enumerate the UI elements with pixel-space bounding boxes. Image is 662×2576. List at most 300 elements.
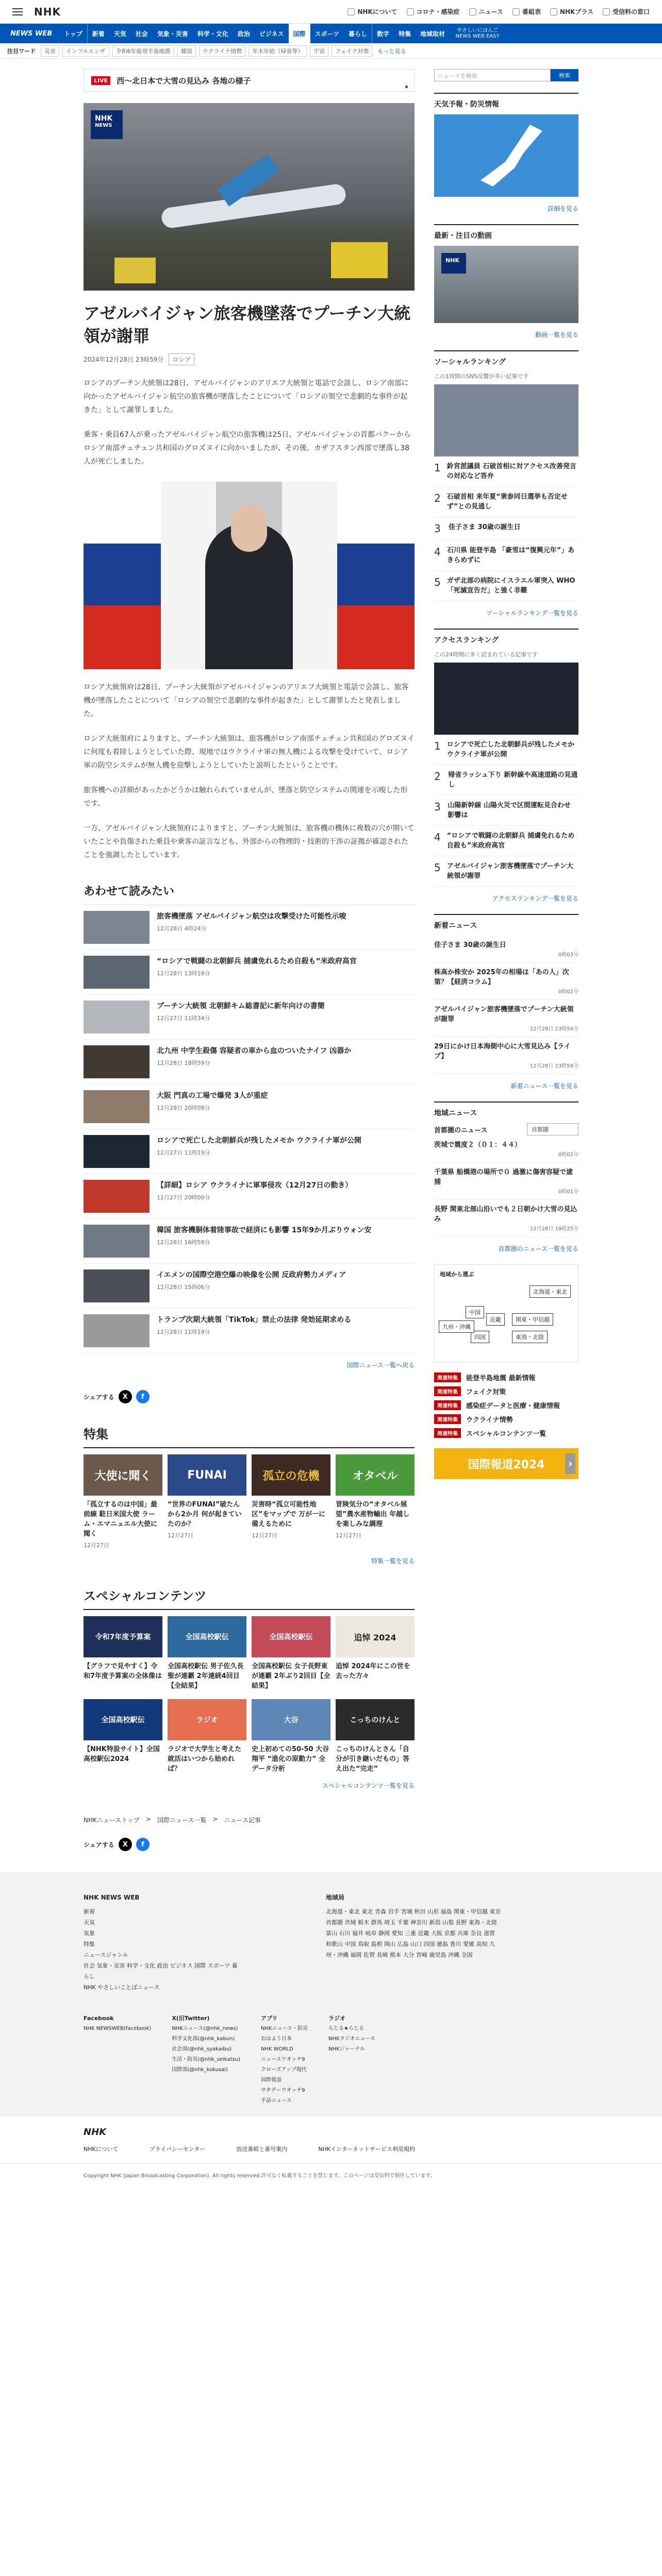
footer-link[interactable]: 国際報道: [260, 2077, 282, 2083]
news-title: アゼルバイジャン旅客機墜落でプーチン大統領が謝罪: [434, 1006, 574, 1023]
local-news-box: [434, 1101, 578, 1253]
copyright: Copyright NHK (Japan Broadcasting Corporation). All rights reserved.許可なく転載することを禁じます。このページは受信料で制作しています。: [0, 2163, 662, 2186]
live-banner[interactable]: [84, 69, 415, 92]
feature-link-label: スペシャルコンテンツ一覧: [466, 1430, 547, 1438]
news-time: 12月28日 19時25分: [529, 1226, 578, 1232]
special-title: ラジオで大学生と考えた 就活はいつから始めれば？: [168, 1745, 242, 1773]
rescue-vehicle: [331, 242, 388, 278]
related-date: 12月28日 20時08分: [157, 1105, 210, 1111]
nav-sports[interactable]: スポーツ: [315, 30, 340, 38]
page-content: [0, 69, 662, 1851]
special-title: こっちのけんとさん「自分が引き継いだもの」答え出た“完走”: [336, 1745, 410, 1773]
ranking-title: ロシアで死亡した北朝鮮兵が残したメモか ウクライナ軍が公開: [446, 741, 575, 758]
news-item[interactable]: [434, 936, 578, 963]
breadcrumb-item[interactable]: NHKニューストップ: [84, 1817, 140, 1824]
related-date: 12月28日 11時19分: [157, 1329, 210, 1335]
special-image: ラジオ: [168, 1699, 246, 1740]
special-title: 全国高校駅伝 女子長野東が連覇 2年ぶり2回目【全結果】: [252, 1663, 330, 1690]
ranking-title: 山陽新幹線 山陽火災で区間運転見合わせ 影響は: [448, 802, 571, 819]
news-title: 29日にかけ日本海側中心に大雪見込み【ライブ】: [434, 1043, 571, 1060]
feature-link[interactable]: [434, 1428, 578, 1438]
news-web-logo[interactable]: NEWS WEB: [10, 29, 53, 38]
tv-icon: [512, 8, 520, 15]
feature-card[interactable]: [252, 1454, 330, 1549]
region-button[interactable]: 九州・沖縄: [439, 1320, 474, 1333]
feature-badge: 関連特集: [434, 1414, 461, 1424]
video-thumbnail[interactable]: [434, 246, 578, 323]
feature-title: 冒険気分の“オタベル展望”農水産物輸出 年越しを楽しみな調理: [336, 1501, 410, 1528]
feature-link[interactable]: [434, 1400, 578, 1410]
breadcrumb-item: ニュース記事: [224, 1817, 261, 1824]
region-button[interactable]: 四国: [471, 1331, 489, 1343]
related-title: 旅客機墜落 アゼルバイジャン航空は攻撃受けた可能性示唆: [157, 912, 346, 921]
footer-region-heading: 地域局: [326, 1894, 345, 1901]
special-image: 追悼 2024: [336, 1616, 415, 1657]
nav-new[interactable]: 新着: [87, 24, 109, 43]
footer-link[interactable]: 国際部(@nhk_kokusai): [172, 2067, 228, 2073]
menu-icon[interactable]: [12, 8, 23, 15]
footer-link[interactable]: おはよう日本: [260, 2036, 292, 2042]
special-image: 令和7年度予算案: [84, 1616, 162, 1657]
rank-number: 1: [434, 740, 441, 752]
footer-link[interactable]: NHKニュース・防災: [260, 2026, 308, 2031]
footer-group-heading: ラジオ: [328, 2015, 346, 2022]
special-heading: スペシャルコンテンツ: [84, 1586, 415, 1610]
feature-date: 12月27日: [336, 1532, 361, 1539]
related-thumbnail: [84, 1045, 150, 1078]
footer-logo[interactable]: NHK NEWS WEB: [84, 1894, 140, 1901]
footer-link[interactable]: サタデーウオッチ9: [260, 2088, 305, 2093]
news-item[interactable]: [434, 1000, 578, 1037]
footer-region-col: [326, 1892, 501, 1993]
top-link-fee[interactable]: 受信料の窓口: [603, 7, 650, 16]
ranking-title: 佳子さま 30歳の誕生日: [449, 523, 521, 531]
related-title: イエメンの国際空港空爆の映像を公開 反政府勢力メディア: [157, 1271, 346, 1279]
play-icon: [550, 8, 557, 15]
local-news-more-link[interactable]: 首都圏のニュース一覧を見る: [498, 1245, 578, 1252]
news-title: 株高か株安か 2025年の相場は「あの人」次第？【経済コラム】: [434, 969, 569, 986]
footer-link[interactable]: 社会 気象・災害 科学・文化 政治 ビジネス 国際 スポーツ 暮らし: [84, 1962, 238, 1980]
article-putin-photo: [84, 482, 415, 669]
feature-card[interactable]: [168, 1454, 246, 1549]
access-ranking-sub: この24時間に多く読まれている記事です: [434, 651, 538, 658]
news-time: 0時01分: [558, 1189, 578, 1195]
footer-link[interactable]: NHK NEWSWEB(facebook): [84, 2026, 152, 2031]
special-card[interactable]: [168, 1699, 246, 1774]
social-ranking-sub: この1時間のSNS反響が多い記事です: [434, 373, 529, 380]
news-item[interactable]: [434, 1200, 578, 1237]
feature-badge: 関連特集: [434, 1400, 461, 1410]
nhk-logo[interactable]: NHK: [34, 5, 61, 18]
related-date: 12月28日 16時59分: [157, 1239, 210, 1246]
footer-bottom-link[interactable]: NHKインターネットサービス利用規約: [318, 2146, 416, 2153]
top-link-schedule[interactable]: 番組表: [512, 7, 541, 16]
news-item[interactable]: [434, 1136, 578, 1163]
related-date: 12月28日 18時59分: [157, 1060, 210, 1066]
nav-numbers[interactable]: 数字: [372, 24, 394, 43]
feature-link-label: 能登半島地震 最新情報: [466, 1375, 536, 1382]
feature-badge: 関連特集: [434, 1428, 461, 1438]
article-paragraph: ロシアのプーチン大統領は28日、アゼルバイジャンのアリエフ大統領と電話で会談し、ロシア南部に向かったアゼルバイジャン航空の旅客機が墜落したことについて「ロシアの領空で悲劇的な事件が起きた」として謝罪しました。: [84, 379, 409, 414]
feature-link[interactable]: [434, 1386, 578, 1396]
news-time: 0時03分: [558, 952, 578, 958]
region-button[interactable]: 東海・北陸: [512, 1331, 548, 1343]
related-item[interactable]: [84, 1174, 415, 1219]
related-date: 12月27日 11時19分: [157, 1149, 210, 1156]
nhk-news-watermark: NHK NEWS: [91, 110, 123, 139]
nav-easy[interactable]: やさしいにほんご NEWS WEB EASY: [455, 28, 500, 39]
special-card[interactable]: [84, 1699, 162, 1774]
feature-image: 大使に聞く: [84, 1454, 162, 1496]
trend-tag[interactable]: インフルエンザ: [62, 45, 109, 57]
special-image: こっちのけんと: [336, 1699, 415, 1740]
rank-number: 5: [434, 861, 441, 874]
new-news-heading: 新着ニュース: [434, 922, 477, 930]
trend-tag[interactable]: ウクライナ情勢: [199, 45, 246, 57]
footer-link[interactable]: 手話ニュース: [260, 2098, 292, 2104]
footer-link[interactable]: 生活・防災(@nhk_seikatsu): [172, 2057, 240, 2062]
speaker-face: [231, 505, 267, 552]
feature-card[interactable]: [336, 1454, 415, 1549]
access-ranking-more-link[interactable]: アクセスランキング一覧を見る: [492, 895, 578, 902]
nav-local[interactable]: 地域取材: [420, 30, 445, 38]
related-item[interactable]: [84, 1309, 415, 1353]
article-paragraph: ロシア大統領府は28日、プーチン大統領がアゼルバイジャンのアリエフ大統領と電話で会談し、旅客機が墜落したことについて「ロシアの領空で悲劇的な事件が起きた」として謝罪したと発表しました。: [84, 683, 409, 718]
rank-number: 3: [434, 522, 441, 535]
feature-link-label: フェイク対策: [466, 1388, 506, 1396]
footer-group: [172, 2013, 240, 2106]
feature-title: 災害時“孤立可能性地区”をマップで 万が一に備えるために: [252, 1501, 325, 1528]
feature-badge: 関連特集: [434, 1386, 461, 1396]
breadcrumb: [84, 1816, 415, 1824]
related-title: 北九州 中学生殺傷 容疑者の車から血のついたナイフ 凶器か: [157, 1047, 352, 1055]
new-news-box: [434, 914, 578, 1090]
footer-link[interactable]: NHK やさしいことばニュース: [84, 1984, 160, 1991]
feature-image: オタベル: [336, 1454, 415, 1496]
footer-link[interactable]: ニュースウオッチ9: [260, 2057, 305, 2062]
features-section: [84, 1424, 415, 1565]
share-label: シェアする: [84, 1841, 114, 1849]
related-item[interactable]: [84, 1219, 415, 1264]
social-ranking-more-link[interactable]: ソーシャルランキング一覧を見る: [486, 609, 578, 617]
trend-more-link[interactable]: もっと見る: [377, 47, 406, 55]
special-title: 【グラフで見やすく】令和7年度予算案の全体像は: [84, 1663, 162, 1680]
special-image: 全国高校駅伝: [252, 1616, 330, 1657]
weather-more-link[interactable]: 詳細を見る: [547, 205, 578, 212]
region-button[interactable]: 中国: [466, 1306, 484, 1318]
nav-science[interactable]: 科学・文化: [197, 30, 228, 38]
news-time: 0時02分: [558, 1152, 578, 1158]
trend-words: [0, 43, 662, 59]
related-heading: あわせて読みたい: [84, 885, 175, 898]
japan-map-shape: [481, 125, 542, 187]
news-item[interactable]: [434, 963, 578, 1000]
article-category-tag[interactable]: ロシア: [169, 353, 194, 365]
feature-link[interactable]: [434, 1372, 578, 1382]
live-dot-icon: [405, 86, 408, 88]
special-title: 【NHK特設サイト】全国高校駅伝2024: [84, 1745, 160, 1763]
local-news-header-row: [434, 1123, 578, 1136]
related-item[interactable]: [84, 905, 415, 950]
video-box: [434, 224, 578, 339]
article-body: [84, 377, 415, 862]
news-time: 0時02分: [558, 989, 578, 995]
info-icon: [347, 8, 355, 15]
region-map-heading: 地域から選ぶ: [440, 1271, 474, 1278]
ranking-item[interactable]: [434, 795, 578, 826]
main-column: [84, 69, 415, 1851]
article-meta: [84, 353, 415, 365]
features-more-link[interactable]: 特集一覧を見る: [371, 1557, 415, 1565]
ranking-item[interactable]: [434, 487, 578, 517]
yen-icon: [603, 8, 610, 15]
live-badge: LIVE: [91, 76, 110, 85]
top-link-news[interactable]: ニュース: [469, 7, 503, 16]
footer-group-heading: X(旧Twitter): [172, 2015, 210, 2022]
footer-group-heading: アプリ: [260, 2015, 278, 2022]
top-link-about[interactable]: NHKについて: [347, 7, 397, 16]
footer-region-links[interactable]: 北海道・東北 東北 青森 岩手 宮城 秋田 山形 福島 関東・甲信越 東京 首都圏 茨城 栃木 群馬 埼玉 千葉 神奈川 新潟 山梨 長野 東海・北陸 富山 石川 福井 岐阜 静岡 愛知 三重 近畿 大阪 京都 兵庫 奈良 滋賀 和歌山 中国 鳥取 島根 岡山 広島 山口 四国 徳島 香川 愛媛 高知 九州・沖縄 福岡 佐賀 長崎 熊本 大分 宮崎 鹿児島 沖縄 全国: [326, 1908, 501, 1958]
feature-link-label: ウクライナ情勢: [466, 1416, 513, 1424]
trend-tag[interactable]: 宇宙: [310, 45, 328, 57]
trend-tag[interactable]: 韓国: [177, 45, 196, 57]
ranking-item[interactable]: [434, 856, 578, 887]
rank-number: 4: [434, 546, 441, 558]
feature-link[interactable]: [434, 1414, 578, 1424]
footer-site-col: [84, 1892, 238, 1993]
x-share-icon[interactable]: X: [119, 1390, 132, 1403]
ranking-item[interactable]: [434, 735, 578, 765]
related-title: 【詳細】ロシア ウクライナに軍事侵攻（12月27日の動き）: [157, 1181, 353, 1190]
region-button[interactable]: 近畿: [486, 1313, 505, 1326]
social-ranking-photo: [434, 384, 578, 456]
feature-title: “世界のFUNAI”破たんから2か月 何が起きていたのか？: [168, 1501, 242, 1528]
rescue-vehicle: [114, 258, 156, 283]
feature-date: 12月27日: [84, 1542, 109, 1549]
footer-bottom-link[interactable]: 放送番組と番号案内: [236, 2146, 288, 2153]
news-title: 千葉県 船橋港の場所で０ 過激に傷害容疑で逮捕: [434, 1168, 573, 1186]
top-links: [347, 7, 650, 16]
nav-weather[interactable]: 天気: [113, 30, 126, 38]
ranking-title: 石破首相 来年夏“衆参同日選挙も否定せず”との見通し: [446, 493, 568, 511]
related-item[interactable]: [84, 1084, 415, 1129]
related-title: トランプ次期大統領「TikTok」禁止の法律 発効延期求める: [157, 1316, 352, 1324]
share-label: シェアする: [84, 1393, 114, 1401]
rank-number: 2: [434, 492, 441, 504]
trend-tag[interactable]: 令和6年能登半島地震: [112, 45, 174, 57]
main-nav: [0, 24, 662, 43]
rank-number: 2: [434, 770, 441, 783]
footer-link[interactable]: NHKニュース(@nhk_news): [172, 2026, 238, 2031]
special-section: [84, 1586, 415, 1790]
x-share-icon[interactable]: X: [119, 1838, 132, 1851]
ranking-item[interactable]: [434, 540, 578, 571]
intl-news-more-link[interactable]: 国際ニュース一覧へ戻る: [346, 1362, 415, 1369]
footer-bottom-links: [84, 2145, 578, 2153]
footer-link[interactable]: 科学文化部(@nhk_kabun): [172, 2036, 235, 2042]
related-item[interactable]: [84, 995, 415, 1040]
special-card[interactable]: [336, 1699, 415, 1774]
footer-nhk-logo[interactable]: NHK: [84, 2127, 107, 2138]
nav-top[interactable]: トップ: [64, 30, 82, 38]
ranking-item[interactable]: [434, 456, 578, 487]
footer-link[interactable]: 気象: [84, 1930, 95, 1937]
special-card[interactable]: [252, 1699, 330, 1774]
chevron-right-icon[interactable]: ›: [565, 1453, 575, 1474]
related-item[interactable]: [84, 1129, 415, 1174]
article-paragraph: ロシア大統領府によりますと、プーチン大統領は、旅客機がロシア南部チェチェン共和国のグロズヌイに何度も着陸しようとしていた際、現地ではウクライナ軍の無人機による攻撃を受けていて、ロシア軍の防空システムが無人機を迎撃しようとしていたと説明したということです。: [84, 735, 415, 770]
ranking-item[interactable]: [434, 826, 578, 856]
feature-link-label: 感染症データと医療・健康情報: [466, 1402, 560, 1410]
article-title: アゼルバイジャン旅客機墜落でプーチン大統領が謝罪: [84, 303, 411, 346]
special-card[interactable]: [252, 1616, 330, 1691]
nav-disaster[interactable]: 気象・災害: [157, 30, 188, 38]
rank-number: 3: [434, 801, 441, 813]
ranking-item[interactable]: [434, 517, 578, 540]
ranking-title: アゼルバイジャン旅客機墜落でプーチン大統領が謝罪: [447, 862, 573, 880]
video-heading: 最新・注目の動画: [434, 232, 492, 240]
related-date: 12月28日 15時06分: [157, 1284, 210, 1291]
related-item[interactable]: [84, 950, 415, 995]
related-feature-links: [434, 1372, 578, 1438]
nav-society[interactable]: 社会: [135, 30, 148, 38]
top-link-plus[interactable]: NHKプラス: [550, 7, 593, 16]
special-card[interactable]: [84, 1616, 162, 1691]
russian-flag-left: [84, 482, 161, 669]
weather-box: [434, 93, 578, 213]
search-button[interactable]: 検索: [551, 69, 578, 81]
access-ranking-photo: [434, 663, 578, 735]
search-form: [434, 69, 578, 81]
footer-link[interactable]: NHKジャーナル: [328, 2046, 365, 2052]
live-title: 西～北日本で大雪の見込み 各地の様子: [117, 76, 251, 86]
related-thumbnail: [84, 1225, 150, 1258]
related-title: ロシアで死亡した北朝鮮兵が残したメモか ウクライナ軍が公開: [157, 1137, 361, 1145]
region-select[interactable]: 首都圏: [527, 1123, 578, 1136]
share-bar-bottom: [84, 1838, 415, 1851]
footer-group: [84, 2013, 151, 2106]
footer-link[interactable]: 社会部(@nhk_syakaibu): [172, 2046, 232, 2052]
footer-group-heading: Facebook: [84, 2015, 114, 2022]
special-grid: [84, 1616, 415, 1774]
facebook-share-icon[interactable]: f: [136, 1390, 150, 1403]
related-thumbnail: [84, 1269, 150, 1302]
access-ranking-heading: アクセスランキング: [434, 636, 499, 645]
footer-link[interactable]: 天気: [84, 1919, 95, 1926]
footer-link[interactable]: クローズアップ現代: [260, 2067, 307, 2073]
ranking-title: “ロシアで戦闘の北朝鮮兵 捕虜免れるため自殺も”米政府高官: [446, 832, 575, 850]
article-paragraph: 一方、アゼルバイジャン大統領府によりますと、プーチン大統領は、旅客機の機体に複数の穴が開いていたことや負傷された乗員や乗客の証言なども、外部からの物理的・技術的干渉の証拠が確認されたことを強調したとしています。: [84, 824, 415, 859]
nav-life[interactable]: 暮らし: [349, 30, 368, 38]
trend-tag[interactable]: フェイク対策: [332, 45, 372, 57]
special-more-link[interactable]: スペシャルコンテンツ一覧を見る: [322, 1782, 415, 1789]
access-ranking-box: [434, 629, 578, 903]
nav-features[interactable]: 特集: [399, 30, 411, 38]
local-news-heading: 地域ニュース: [434, 1109, 477, 1117]
related-thumbnail: [84, 911, 150, 944]
ranking-title: ガザ北部の病院にイスラエル軍突入 WHO「死滅宣告だ」と強く非難: [446, 577, 575, 595]
rank-number: 1: [434, 462, 441, 474]
top-link-covid[interactable]: コロナ・感染症: [407, 7, 460, 16]
trend-tag[interactable]: 災害: [41, 45, 59, 57]
news-item[interactable]: [434, 1037, 578, 1074]
article-paragraph: 乗客・乗員67人が乗ったアゼルバイジャン航空の旅客機は25日、アゼルバイジャンの首都バクーからロシア南部チェチェン共和国のグロズヌイに向かいましたが、その後、カザフスタン西部で墜落し38人が死亡しました。: [84, 431, 411, 466]
feature-image: FUNAI: [168, 1454, 246, 1496]
nav-international[interactable]: 国際: [289, 24, 310, 43]
feature-title: 「孤立するのは中国」最前線 駐日米国大使 ラーム・エマニュエル大使に聞く: [84, 1501, 158, 1538]
special-image: 全国高校駅伝: [168, 1616, 246, 1657]
video-more-link[interactable]: 動画一覧を見る: [535, 331, 578, 338]
related-item[interactable]: [84, 1264, 415, 1309]
ranking-item[interactable]: [434, 571, 578, 601]
footer-link[interactable]: NHK WORLD: [260, 2046, 293, 2052]
breadcrumb-sep: >: [145, 1816, 151, 1823]
nav-politics[interactable]: 政治: [237, 30, 250, 38]
search-input[interactable]: ニュースを検索: [434, 69, 551, 81]
footer-link[interactable]: NHKラジオニュース: [328, 2036, 375, 2042]
new-news-more-link[interactable]: 新着ニュース一覧を見る: [510, 1082, 578, 1090]
feature-date: 12月27日: [252, 1532, 277, 1539]
footer-group: [328, 2013, 375, 2106]
breadcrumb-sep: >: [212, 1816, 218, 1823]
trend-tag[interactable]: 年末年始（帰省等）: [249, 45, 307, 57]
footer-bottom-link[interactable]: プライバシーセンター: [149, 2146, 206, 2153]
photo-date-caption: 12月26日: [352, 497, 406, 510]
nav-business[interactable]: ビジネス: [259, 30, 284, 38]
region-button[interactable]: 関東・甲信越: [512, 1313, 553, 1326]
related-list: [84, 905, 415, 1353]
special-card[interactable]: [336, 1616, 415, 1691]
footer-bottom-link[interactable]: NHKについて: [84, 2146, 119, 2153]
footer-bottom: [0, 2116, 662, 2163]
news-title: 長野 関東北部山沿いでも２日朝かけ大雪の見込み: [434, 1206, 577, 1223]
social-ranking-heading: ソーシャルランキング: [434, 358, 506, 366]
ranking-title: 石川県 能登半島 「豪雪は“復興元年”」あきらめずに: [447, 547, 575, 564]
related-title: “ロシアで戦闘の北朝鮮兵 捕虜免れるため自殺も”米政府高官: [157, 957, 357, 965]
feature-card[interactable]: [84, 1454, 162, 1549]
weather-heading: 天気予報・防災情報: [434, 100, 499, 109]
special-title: 史上初めての50-50 大谷翔平 “進化の原動力” 全データ分析: [252, 1745, 329, 1773]
special-card[interactable]: [168, 1616, 246, 1691]
news-icon: [469, 8, 476, 15]
ranking-item[interactable]: [434, 765, 578, 795]
features-grid: [84, 1454, 415, 1549]
special-title: 全国高校駅伝 男子佐久長聖が連覇 2年連続4回目【全結果】: [168, 1663, 244, 1690]
news-item[interactable]: [434, 1163, 578, 1200]
region-button[interactable]: 北海道・東北: [529, 1285, 571, 1298]
sidebar: [434, 69, 578, 1851]
facebook-share-icon[interactable]: f: [136, 1838, 150, 1851]
weather-map[interactable]: [434, 114, 578, 197]
footer-link[interactable]: 新着: [84, 1908, 95, 1915]
nhk-news-watermark: NHK: [441, 253, 466, 274]
related-title: 大阪 門真の工場で爆発 3人が重症: [157, 1092, 268, 1100]
article-paragraph: 旅客機への詳細があったかどうかは触れられていませんが、墜落と防空システムの関連を示唆した形です。: [84, 786, 408, 808]
news-time: 12月28日 23時58分: [529, 1063, 578, 1069]
footer-link[interactable]: ニュースジャンル: [84, 1952, 128, 1958]
related-thumbnail: [84, 1135, 150, 1168]
related-thumbnail: [84, 956, 150, 989]
footer-link[interactable]: 特集: [84, 1941, 95, 1947]
kokusai-hodo-banner[interactable]: [434, 1448, 578, 1479]
breadcrumb-item[interactable]: 国際ニュース一覧: [157, 1817, 207, 1824]
footer-link[interactable]: らじる★らじる: [328, 2026, 364, 2031]
top-bar: [0, 0, 662, 24]
ranking-title: 鈴宮派議員 石破首相に対アクセス改善発言の対応など答弁: [446, 463, 576, 480]
related-item[interactable]: [84, 1040, 415, 1084]
related-title: 韓国 旅客機胴体着陸事故で経済にも影響 15年9か月ぶりウォン安: [157, 1226, 372, 1234]
trend-label: 注目ワード: [7, 47, 36, 55]
